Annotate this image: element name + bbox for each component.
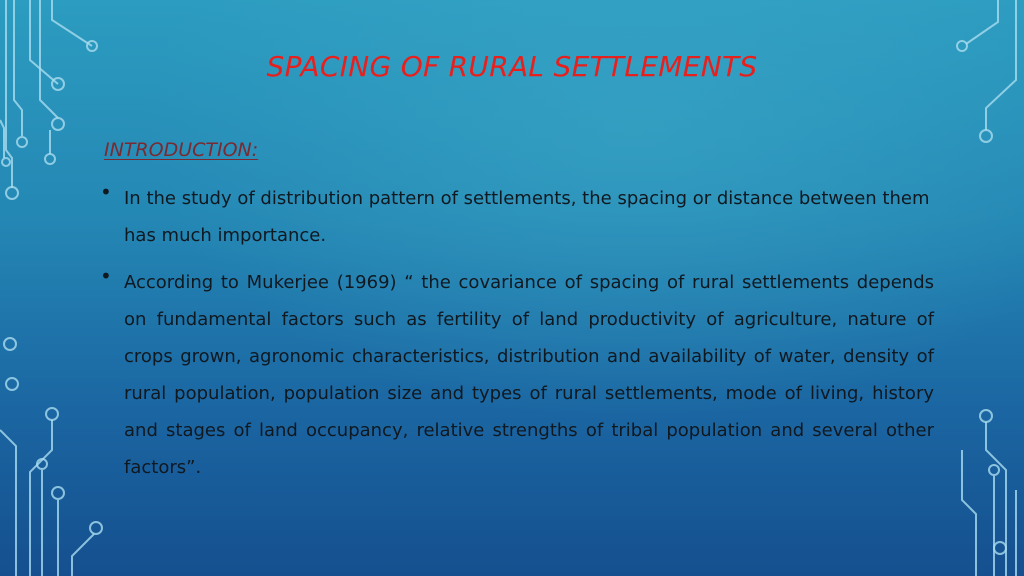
circuit-node	[52, 118, 64, 130]
circuit-node	[17, 137, 27, 147]
bullet-dot-icon: •	[100, 180, 112, 204]
circuit-line	[52, 0, 92, 46]
circuit-line	[72, 534, 94, 576]
circuit-node	[52, 487, 64, 499]
circuit-node	[6, 378, 18, 390]
circuit-line	[966, 0, 998, 44]
circuit-node	[46, 408, 58, 420]
circuit-line	[962, 450, 976, 576]
bullet-item	[100, 180, 934, 254]
bullet-item	[100, 264, 934, 486]
circuit-node	[980, 130, 992, 142]
bullet-dot-icon: •	[100, 264, 112, 288]
circuit-node	[6, 187, 18, 199]
circuit-node	[989, 465, 999, 475]
circuit-node	[2, 158, 10, 166]
circuit-node	[994, 542, 1006, 554]
circuit-node	[90, 522, 102, 534]
circuit-node	[4, 338, 16, 350]
bullet-text: In the study of distribution pattern of settlements, the spacing or distance between them has much importance.	[124, 188, 930, 246]
circuit-line	[0, 120, 4, 158]
bullet-text: According to Mukerjee (1969) “ the covariance of spacing of rural settlements depends on fundamental factors such as fertility of land productivity of agriculture, nature of crops grown, agronomic characteristics, distribution and availability of water, density of rural population, population size and types of rural settlements, mode of living, history and stages of land occupancy, relative strengths of tribal population and several other factors”.	[124, 272, 934, 478]
introduction-heading: INTRODUCTION:	[104, 139, 259, 161]
circuit-line	[0, 430, 16, 576]
circuit-node	[45, 154, 55, 164]
circuit-node	[980, 410, 992, 422]
slide-title: SPACING OF RURAL SETTLEMENTS	[266, 50, 758, 83]
